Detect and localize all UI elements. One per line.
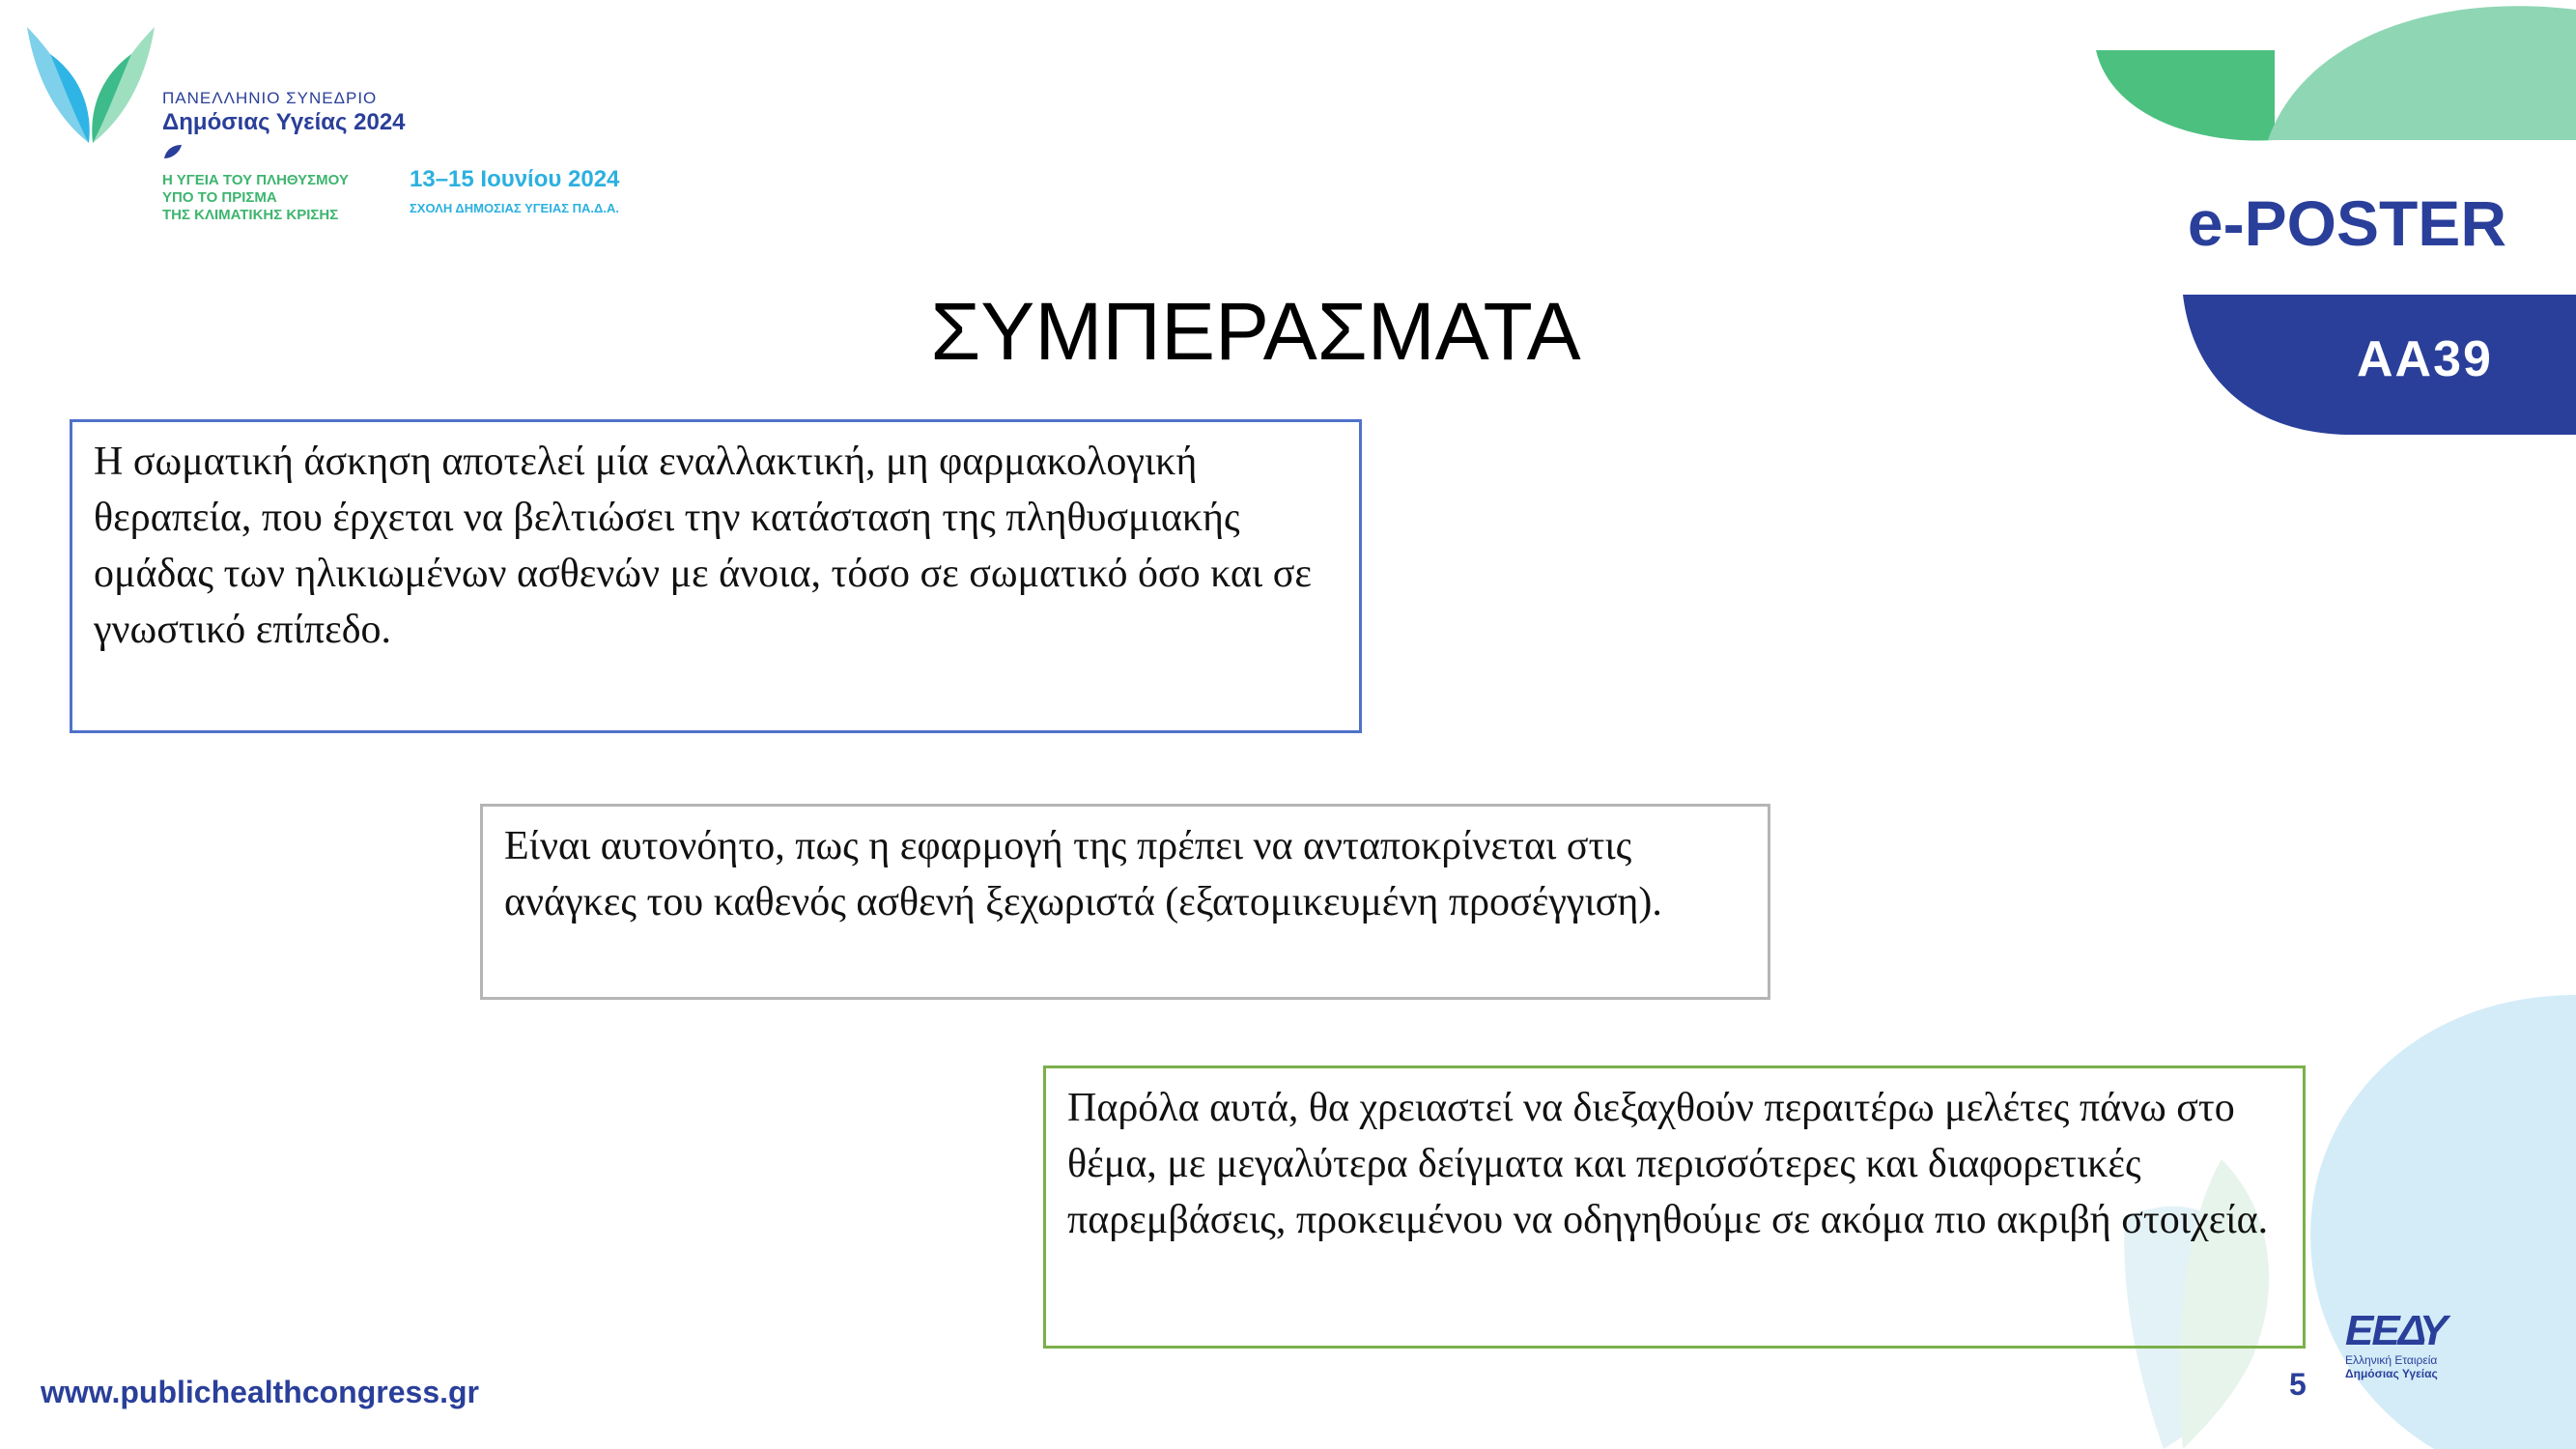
website-link[interactable]: www.publichealthcongress.gr	[41, 1375, 479, 1409]
society-name-line1: Ελληνική Εταιρεία	[2345, 1353, 2438, 1367]
conclusion-box-2: Είναι αυτονόητο, πως η εφαρμογή της πρέπει να ανταποκρίνεται στις ανάγκες του καθενός ασθενή ξεχωριστά (εξατομικευμένη προσέγγιση).	[480, 804, 1770, 1000]
society-name-line2: Δημόσιας Υγείας	[2345, 1367, 2438, 1380]
congress-line2: Δημόσιας Υγείας 2024	[162, 109, 406, 135]
conclusion-box-3: Παρόλα αυτά, θα χρειαστεί να διεξαχθούν περαιτέρω μελέτες πάνω στο θέμα, με μεγαλύτερα δείγματα και περισσότερες και διαφορετικές παρεμβάσεις, προκειμένου να οδηγηθούμε σε ακόμα πιο ακριβή στοιχεία.	[1043, 1065, 2306, 1349]
theme-line3: ΤΗΣ ΚΛΙΜΑΤΙΚΗΣ ΚΡΙΣΗΣ	[162, 207, 339, 223]
congress-dates: 13–15 Ιουνίου 2024	[410, 166, 620, 192]
congress-venue: ΣΧΟΛΗ ΔΗΜΟΣΙΑΣ ΥΓΕΙΑΣ ΠΑ.Δ.Α.	[410, 201, 619, 215]
page-number: 5	[2289, 1367, 2307, 1402]
theme-line2: ΥΠΟ ΤΟ ΠΡΙΣΜΑ	[162, 189, 277, 206]
page-title: ΣΥΜΠΕΡΑΣΜΑΤΑ	[930, 286, 1581, 377]
green-leaf-shape	[2096, 50, 2275, 141]
leaf-logo-icon	[23, 23, 158, 147]
congress-line1: ΠΑΝΕΛΛΗΝΙΟ ΣΥΝΕΔΡΙΟ	[162, 89, 378, 107]
society-logo	[2345, 1309, 2471, 1386]
conclusion-box-1: Η σωματική άσκηση αποτελεί μία εναλλακτική, μη φαρμακολογική θεραπεία, που έρχεται να βελτιώσει την κατάσταση της πληθυσμιακής ομάδας των ηλικιωμένων ασθενών με άνοια, τόσο σε σωματικό όσο και σε γνωστικό επίπεδο.	[70, 419, 1362, 733]
light-green-leaf-shape	[2268, 6, 2576, 140]
congress-logo	[23, 23, 158, 147]
eposter-label: e-POSTER	[2187, 187, 2506, 259]
theme-line1: Η ΥΓΕΙΑ ΤΟΥ ΠΛΗΘΥΣΜΟΥ	[162, 172, 349, 188]
leaf-small-icon	[162, 143, 184, 160]
society-logo-mark: ΕΕΔΥ	[2345, 1307, 2447, 1354]
poster-code: AA39	[2357, 331, 2493, 387]
